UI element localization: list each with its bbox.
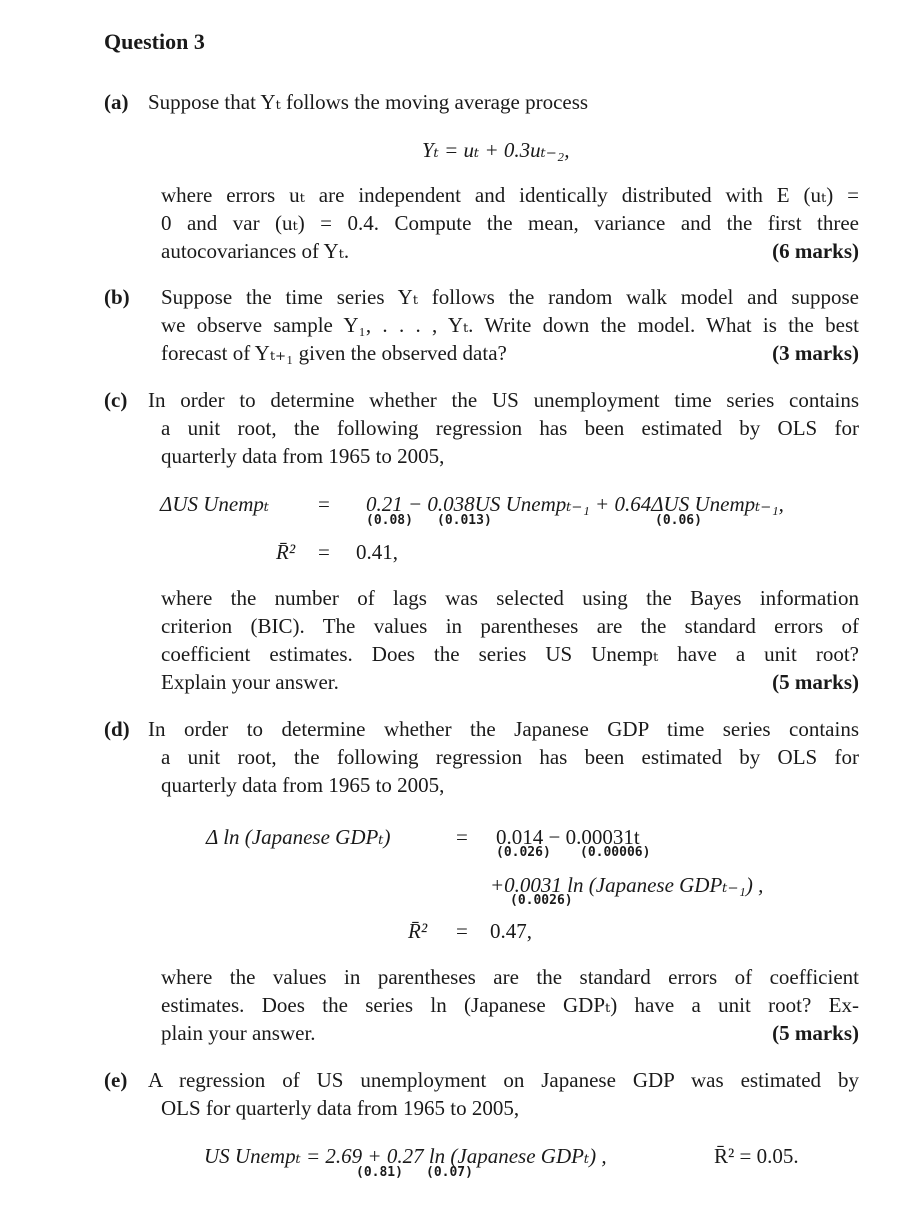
part-c-r2-lhs: R̄² xyxy=(276,540,296,564)
part-b-label: (b) xyxy=(104,285,130,309)
part-c-text-1: In order to determine whether the US unemployment time series contains xyxy=(148,388,859,412)
part-d-eq-lhs: Δ ln (Japanese GDPₜ) xyxy=(206,825,391,849)
part-d-intro xyxy=(148,715,859,743)
part-d-se-3: (0.0026) xyxy=(510,893,573,908)
part-d-se-2: (0.00006) xyxy=(580,845,651,860)
part-c-text-7: Explain your answer. xyxy=(161,670,339,694)
part-d-eq-rhs-2: +0.0031 ln (Japanese GDPₜ₋₁) , xyxy=(490,873,764,897)
part-c-body xyxy=(161,414,859,470)
part-d-se-1: (0.026) xyxy=(496,845,551,860)
part-a-equation: Yₜ = uₜ + 0.3uₜ₋₂, xyxy=(422,138,570,162)
part-c-text-5: criterion (BIC). The values in parentheses are the standard errors of xyxy=(161,614,859,638)
part-c-text-6: coefficient estimates. Does the series US Unempₜ have a unit root? xyxy=(161,642,859,666)
part-c-text-3: quarterly data from 1965 to 2005, xyxy=(161,444,445,468)
part-a-marks: (6 marks) xyxy=(772,239,859,263)
part-d-label: (d) xyxy=(104,717,130,741)
part-d-text-4: where the values in parentheses are the standard errors of coefficient xyxy=(161,965,859,989)
part-c-label: (c) xyxy=(104,388,128,412)
part-a-label: (a) xyxy=(104,90,129,114)
part-b-text-3: forecast of Yₜ₊₁ given the observed data? xyxy=(161,341,507,365)
part-d-text-2: a unit root, the following regression has been estimated by OLS for xyxy=(161,745,859,769)
part-c-body-2 xyxy=(161,584,859,696)
part-a-text-2: 0 and var (uₜ) = 0.4. Compute the mean, variance and the first three xyxy=(161,211,859,235)
part-c-se-2: (0.013) xyxy=(437,513,492,528)
part-d-r2-lhs: R̄² xyxy=(408,919,428,943)
part-c-eq-equals: = xyxy=(318,492,330,516)
part-c-intro xyxy=(148,386,859,414)
part-e-intro xyxy=(148,1066,859,1094)
part-b-text-2: we observe sample Y₁, . . . , Yₜ. Write down the model. What is the best xyxy=(161,313,859,337)
part-d-marks: (5 marks) xyxy=(772,1021,859,1045)
part-d-eq-equals: = xyxy=(456,825,468,849)
part-a-text-1: where errors uₜ are independent and identically distributed with E (uₜ) = xyxy=(161,183,859,207)
part-c-se-1: (0.08) xyxy=(366,513,413,528)
part-d-text-6: plain your answer. xyxy=(161,1021,316,1045)
part-c-marks: (5 marks) xyxy=(772,670,859,694)
part-a-text-3: autocovariances of Yₜ. xyxy=(161,239,350,263)
part-d-body xyxy=(161,743,859,799)
part-d-text-3: quarterly data from 1965 to 2005, xyxy=(161,773,445,797)
part-b-marks: (3 marks) xyxy=(772,341,859,365)
part-e-label: (e) xyxy=(104,1068,128,1092)
question-title: Question 3 xyxy=(104,29,205,54)
part-a-intro: Suppose that Yₜ follows the moving average process xyxy=(148,90,589,114)
part-e-r2: R̄² = 0.05. xyxy=(714,1144,799,1168)
part-d-text-1: In order to determine whether the Japanese GDP time series contains xyxy=(148,717,859,741)
part-e-text-2: OLS for quarterly data from 1965 to 2005, xyxy=(161,1096,520,1120)
part-e-body xyxy=(161,1094,859,1122)
part-c-eq-lhs: ΔUS Unempₜ xyxy=(160,492,270,516)
part-b-text-1: Suppose the time series Yₜ follows the random walk model and suppose xyxy=(161,285,859,309)
part-e-text-1: A regression of US unemployment on Japanese GDP was estimated by xyxy=(148,1068,859,1092)
part-d-text-5: estimates. Does the series ln (Japanese GDPₜ) have a unit root? Ex- xyxy=(161,993,859,1017)
part-d-r2-value: 0.47, xyxy=(490,919,532,943)
part-d-body-2 xyxy=(161,963,859,1047)
part-c-text-2: a unit root, the following regression has been estimated by OLS for xyxy=(161,416,859,440)
part-d-eq-rhs-1: 0.014 − 0.00031t xyxy=(496,825,640,849)
part-b-body xyxy=(161,283,859,367)
part-c-text-4: where the number of lags was selected using the Bayes information xyxy=(161,586,859,610)
part-c-eq-rhs: 0.21 − 0.038US Unempₜ₋₁ + 0.64ΔUS Unempₜ₋₁, xyxy=(366,492,784,516)
part-e-se-1: (0.81) xyxy=(356,1165,403,1180)
part-c-r2-value: 0.41, xyxy=(356,540,398,564)
part-e-equation: US Unempₜ = 2.69 + 0.27 ln (Japanese GDPₜ) , xyxy=(204,1144,607,1168)
part-e-se-2: (0.07) xyxy=(426,1165,473,1180)
part-c-se-3: (0.06) xyxy=(655,513,702,528)
part-c-r2-equals: = xyxy=(318,540,330,564)
part-a-body xyxy=(161,181,859,265)
part-d-r2-equals: = xyxy=(456,919,468,943)
